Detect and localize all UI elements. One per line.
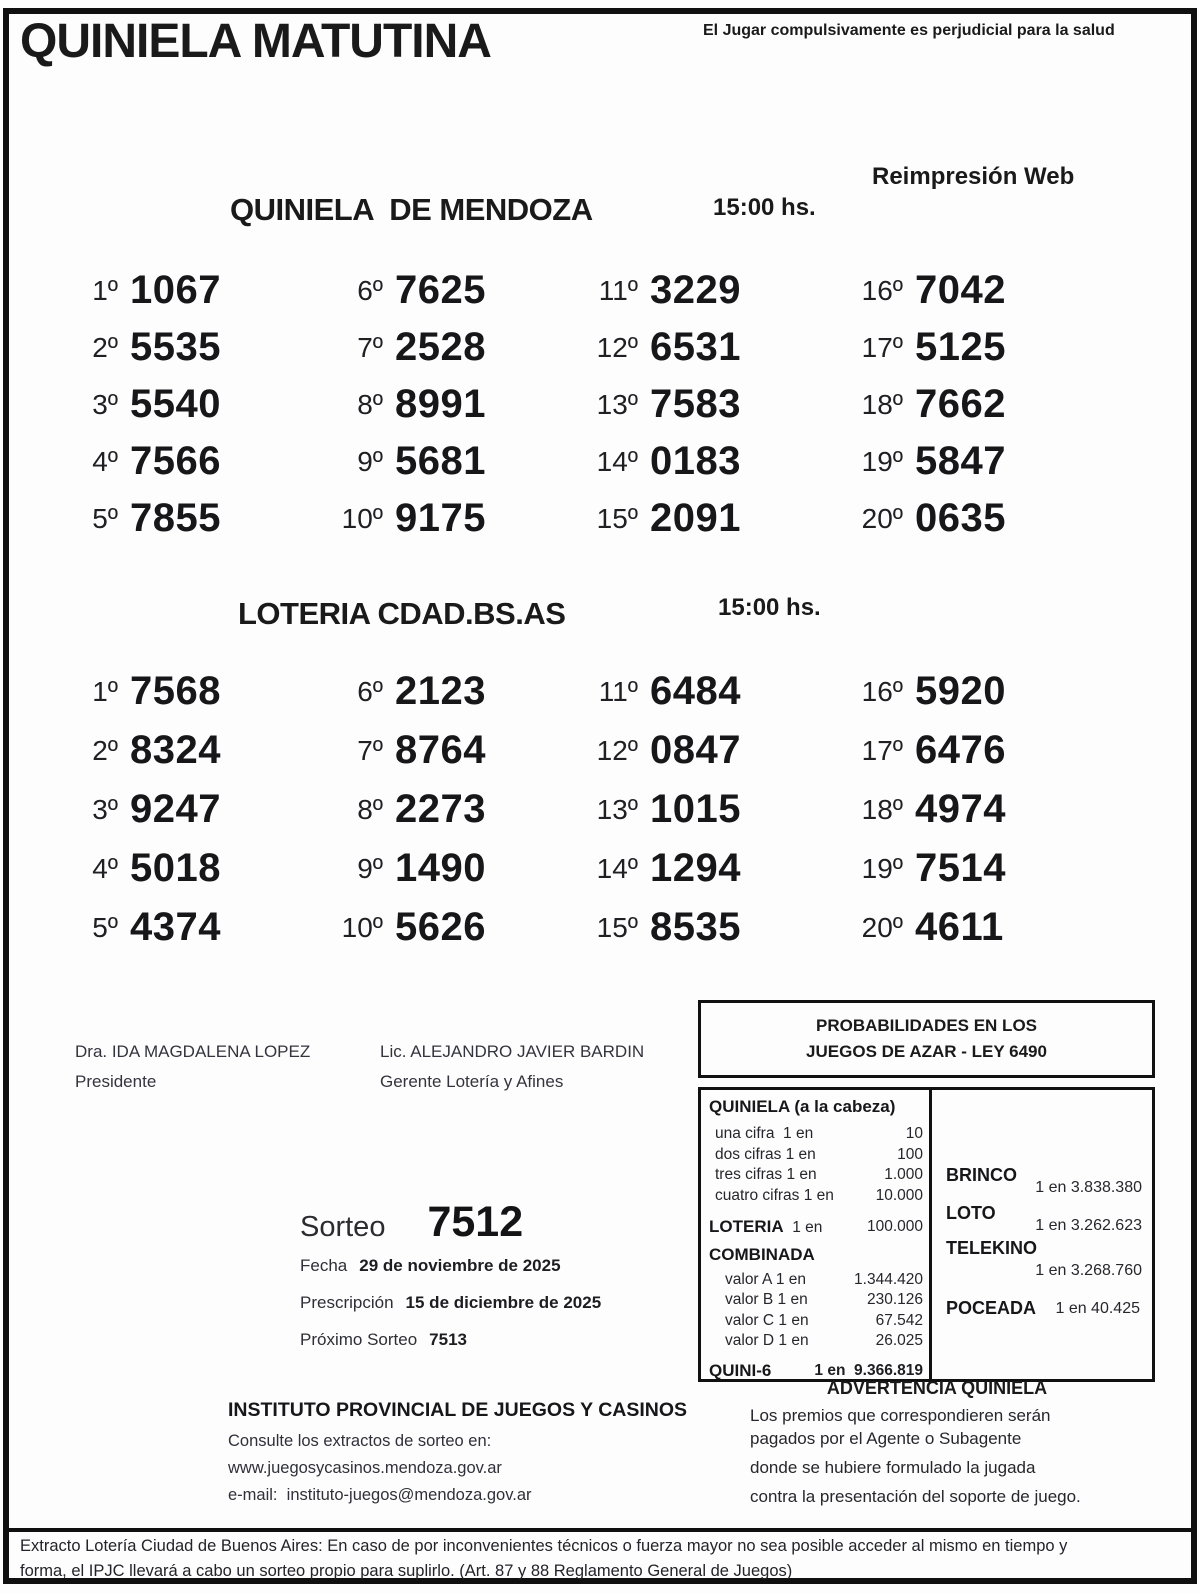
result-position: 8º <box>357 388 383 420</box>
footer-disclaimer-line1: Extracto Lotería Ciudad de Buenos Aires: En caso de por inconvenientes técnicos o fuerza mayor no sea posible acceder al mismo en tiempo y <box>20 1537 1068 1555</box>
result-cell <box>327 262 582 319</box>
result-number: 5847 <box>915 439 1006 483</box>
result-cell <box>327 662 582 721</box>
advertencia-text: Los premios que correspondieren serán pagados por el Agente o Subagente donde se hubiere formulado la jugada contra la presentación del soporte de juego. <box>750 1406 1081 1506</box>
instituto-website: www.juegosycasinos.mendoza.gov.ar <box>228 1459 502 1477</box>
president-role: Presidente <box>75 1072 157 1091</box>
bsas-section-title: LOTERIA CDAD.BS.AS <box>238 596 566 631</box>
telekino-label: TELEKINO <box>946 1238 1038 1258</box>
result-cell <box>327 376 582 433</box>
prescripcion-label: Prescripción <box>300 1293 394 1312</box>
result-number: 5125 <box>915 325 1006 369</box>
result-position: 15º <box>596 911 638 943</box>
proximo-label: Próximo Sorteo <box>300 1330 418 1349</box>
result-number: 1490 <box>395 846 486 890</box>
result-cell <box>62 839 327 898</box>
result-cell <box>327 780 582 839</box>
loto-label: LOTO <box>946 1203 996 1223</box>
odds-row: valor A 1 en 1.344.420 <box>725 1270 923 1288</box>
result-position: 17º <box>861 734 903 766</box>
result-position: 12º <box>596 734 638 766</box>
result-number: 5540 <box>130 382 221 426</box>
result-number: 5626 <box>395 905 486 949</box>
brinco-odds: 1 en 3.838.380 <box>1035 1179 1142 1196</box>
result-number: 7855 <box>130 496 221 540</box>
result-number: 4611 <box>915 905 1004 949</box>
result-position: 17º <box>861 331 903 363</box>
instituto-block <box>228 1399 708 1509</box>
result-cell <box>847 780 1052 839</box>
result-cell <box>62 262 327 319</box>
result-cell <box>327 839 582 898</box>
result-number: 5535 <box>130 325 221 369</box>
result-number: 6484 <box>650 669 741 713</box>
result-cell <box>582 262 847 319</box>
result-position: 2º <box>92 734 118 766</box>
prescription-row <box>300 1293 601 1313</box>
result-position: 19º <box>861 852 903 884</box>
result-cell <box>327 433 582 490</box>
probabilities-left-box <box>698 1087 932 1382</box>
telekino-odds: 1 en 3.268.760 <box>1035 1262 1142 1279</box>
result-number: 5018 <box>130 846 221 890</box>
result-position: 5º <box>92 502 118 534</box>
result-number: 7583 <box>650 382 741 426</box>
result-number: 0183 <box>650 439 741 483</box>
president-name: Dra. IDA MAGDALENA LOPEZ <box>75 1042 311 1061</box>
result-position: 2º <box>92 331 118 363</box>
result-position: 11º <box>598 675 638 707</box>
result-number: 2123 <box>395 669 486 713</box>
result-cell <box>582 839 847 898</box>
result-cell <box>582 490 847 547</box>
result-cell <box>582 780 847 839</box>
result-cell <box>847 839 1052 898</box>
result-number: 0847 <box>650 728 741 772</box>
result-cell <box>847 376 1052 433</box>
result-cell <box>847 433 1052 490</box>
mendoza-section-title: QUINIELA DE MENDOZA <box>230 192 593 227</box>
result-position: 3º <box>92 793 118 825</box>
bsas-results-grid <box>62 662 1052 957</box>
result-position: 9º <box>357 852 383 884</box>
manager-role: Gerente Lotería y Afines <box>380 1072 564 1091</box>
web-reprint-label: Reimpresión Web <box>872 163 1075 190</box>
odds-row: tres cifras 1 en 1.000 <box>715 1166 923 1183</box>
result-number: 8324 <box>130 728 221 772</box>
result-number: 9175 <box>395 496 486 540</box>
result-position: 7º <box>357 734 383 766</box>
result-position: 14º <box>596 852 638 884</box>
result-cell <box>62 721 327 780</box>
result-position: 19º <box>861 445 903 477</box>
result-cell <box>62 319 327 376</box>
result-number: 1067 <box>130 268 221 312</box>
prescripcion-value: 15 de diciembre de 2025 <box>405 1293 602 1312</box>
odds-row: cuatro cifras 1 en 10.000 <box>715 1186 923 1204</box>
fecha-value: 29 de noviembre de 2025 <box>359 1256 561 1275</box>
loteria-odds-row: LOTERIA 1 en 100.000 <box>709 1217 923 1236</box>
result-number: 6531 <box>650 325 741 369</box>
odds-row: valor B 1 en 230.126 <box>725 1291 923 1308</box>
result-cell <box>62 898 327 957</box>
result-number: 9247 <box>130 787 221 831</box>
result-number: 2273 <box>395 787 486 831</box>
result-position: 12º <box>596 331 638 363</box>
loto-odds: 1 en 3.262.623 <box>1035 1217 1142 1234</box>
mendoza-results-grid <box>62 262 1052 547</box>
result-cell <box>847 662 1052 721</box>
brinco-label: BRINCO <box>946 1165 1017 1185</box>
quini6-odds-row: QUINI-6 1 en 9.366.819 <box>709 1360 923 1380</box>
result-number: 2091 <box>650 496 741 540</box>
result-position: 15º <box>596 502 638 534</box>
odds-row: valor C 1 en 67.542 <box>725 1311 923 1329</box>
proximo-value: 7513 <box>429 1330 467 1349</box>
quiniela-odds-title: QUINIELA (a la cabeza) <box>709 1097 896 1116</box>
result-position: 14º <box>596 445 638 477</box>
result-cell <box>327 898 582 957</box>
result-number: 8764 <box>395 728 486 772</box>
result-cell <box>327 490 582 547</box>
result-position: 13º <box>596 793 638 825</box>
result-cell <box>847 490 1052 547</box>
result-position: 7º <box>357 331 383 363</box>
result-number: 7042 <box>915 268 1006 312</box>
result-number: 7662 <box>915 382 1006 426</box>
result-number: 8535 <box>650 905 741 949</box>
draw-number-row <box>300 1198 523 1247</box>
result-cell <box>62 433 327 490</box>
result-cell <box>327 721 582 780</box>
result-position: 18º <box>861 793 903 825</box>
result-cell <box>327 319 582 376</box>
instituto-email: e-mail: instituto-juegos@mendoza.gov.ar <box>228 1486 532 1504</box>
advertencia-title: ADVERTENCIA QUINIELA <box>826 1378 1048 1398</box>
result-position: 1º <box>92 675 118 707</box>
footer-divider <box>9 1528 1191 1532</box>
result-position: 16º <box>861 274 903 306</box>
next-draw-row <box>300 1330 467 1350</box>
result-number: 7568 <box>130 669 221 713</box>
result-number: 5920 <box>915 669 1006 713</box>
result-cell <box>847 898 1052 957</box>
page-title: QUINIELA MATUTINA <box>20 15 491 68</box>
result-number: 1294 <box>650 846 741 890</box>
result-number: 4974 <box>915 787 1006 831</box>
draw-date-row <box>300 1256 561 1276</box>
result-position: 8º <box>357 793 383 825</box>
result-position: 18º <box>861 388 903 420</box>
footer-disclaimer-line2: forma, el IPJC llevará a cabo un sorteo propio para suplirlo. (Art. 87 y 88 Reglamento General de Juegos) <box>20 1562 793 1580</box>
result-cell <box>62 780 327 839</box>
result-position: 20º <box>861 911 903 943</box>
probabilities-box-header <box>698 1000 1155 1078</box>
result-position: 9º <box>357 445 383 477</box>
result-position: 6º <box>357 274 383 306</box>
result-position: 16º <box>861 675 903 707</box>
result-cell <box>62 490 327 547</box>
result-position: 5º <box>92 911 118 943</box>
probabilities-title-line2: JUEGOS DE AZAR - LEY 6490 <box>806 1042 1047 1061</box>
result-position: 3º <box>92 388 118 420</box>
result-cell <box>582 433 847 490</box>
result-cell <box>582 662 847 721</box>
result-position: 4º <box>92 852 118 884</box>
fecha-label: Fecha <box>300 1256 348 1275</box>
result-number: 0635 <box>915 496 1006 540</box>
result-position: 10º <box>341 911 383 943</box>
sorteo-label: Sorteo <box>300 1211 386 1243</box>
result-cell <box>582 898 847 957</box>
result-number: 7625 <box>395 268 486 312</box>
manager-name: Lic. ALEJANDRO JAVIER BARDIN <box>380 1042 645 1061</box>
result-number: 5681 <box>395 439 486 483</box>
result-position: 20º <box>861 502 903 534</box>
result-number: 7514 <box>915 846 1006 890</box>
result-number: 4374 <box>130 905 221 949</box>
result-cell <box>62 376 327 433</box>
result-cell <box>582 376 847 433</box>
result-number: 6476 <box>915 728 1006 772</box>
poceada-label: POCEADA <box>946 1298 1037 1318</box>
probabilities-title-line1: PROBABILIDADES EN LOS <box>815 1015 1038 1035</box>
health-warning-text: El Jugar compulsivamente es perjudicial para la salud <box>703 22 1115 39</box>
result-number: 1015 <box>650 787 741 831</box>
bsas-draw-time: 15:00 hs. <box>718 594 821 621</box>
result-cell <box>847 721 1052 780</box>
result-cell <box>582 721 847 780</box>
sorteo-number: 7512 <box>427 1198 524 1246</box>
result-position: 1º <box>92 274 118 306</box>
result-cell <box>582 319 847 376</box>
mendoza-draw-time: 15:00 hs. <box>713 194 816 221</box>
instituto-consult-line: Consulte los extractos de sorteo en: <box>228 1432 492 1450</box>
instituto-name: INSTITUTO PROVINCIAL DE JUEGOS Y CASINOS <box>228 1399 688 1421</box>
result-position: 10º <box>341 502 383 534</box>
result-number: 7566 <box>130 439 221 483</box>
result-position: 13º <box>596 388 638 420</box>
result-position: 11º <box>598 274 638 306</box>
combinada-title: COMBINADA <box>709 1244 815 1264</box>
result-cell <box>62 662 327 721</box>
probabilities-right-box <box>929 1087 1155 1382</box>
poceada-odds: 1 en 40.425 <box>1055 1300 1140 1317</box>
result-position: 4º <box>92 445 118 477</box>
result-number: 3229 <box>650 268 741 312</box>
result-position: 6º <box>357 675 383 707</box>
result-number: 8991 <box>395 382 486 426</box>
odds-row: una cifra 1 en 10 <box>715 1125 923 1142</box>
result-cell <box>847 319 1052 376</box>
result-number: 2528 <box>395 325 486 369</box>
result-cell <box>847 262 1052 319</box>
odds-row: valor D 1 en 26.025 <box>725 1332 923 1349</box>
odds-row: dos cifras 1 en 100 <box>715 1145 923 1163</box>
